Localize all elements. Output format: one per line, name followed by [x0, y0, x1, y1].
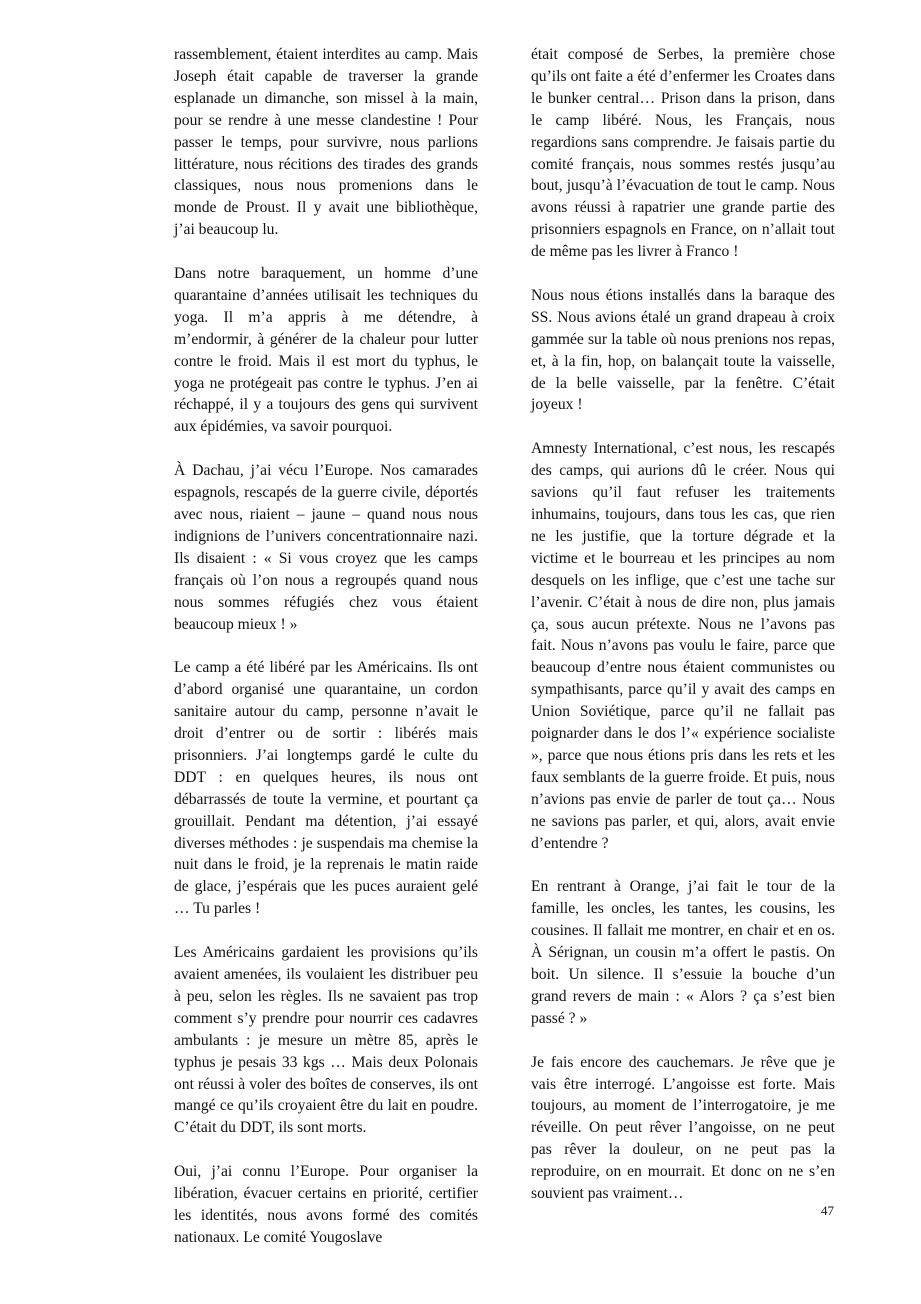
right-text-column	[531, 44, 835, 1227]
paragraph: Nous nous étions installés dans la baraque des SS. Nous avions étalé un grand drapeau à croix gammée sur la table où nous prenions nos repas, et, à la fin, hop, on balançait toute la vaisselle, de la belle vaisselle, par la fenêtre. C’était joyeux !	[531, 286, 835, 414]
paragraph: rassemblement, étaient interdites au camp. Mais Joseph était capable de traverser la grande esplanade un dimanche, son missel à la main, pour se rendre à une messe clandestine ! Pour passer le temps, pour survivre, nous parlions littérature, nous récitions des tirades des grands classiques, nous nous promenions dans le monde de Proust. Il y avait une bibliothèque, j’ai beaucoup lu.	[174, 46, 478, 239]
page-number: 47	[821, 1203, 834, 1218]
paragraph: Dans notre baraquement, un homme d’une quarantaine d’années utilisait les techniques du yoga. Il m’a appris à me détendre, à m’endormir, à générer de la chaleur pour lutter contre le froid. Mais il est mort du typhus, le yoga ne protégeait pas contre le typhus. J’en ai réchappé, il y a toujours des gens qui survivent aux épidémies, va savoir pourquoi.	[174, 265, 478, 436]
paragraph: Le camp a été libéré par les Américains. Ils ont d’abord organisé une quarantaine, un cordon sanitaire autour du camp, personne n’avait le droit d’entrer ou de sortir : libérés mais prisonniers. J’ai longtemps gardé le culte du DDT : en quelques heures, ils nous ont débarrassés de toute la vermine, et pourtant ça grouillait. Pendant ma détention, j’ai essayé diverses méthodes : je suspendais ma chemise la nuit dans le froid, je la reprenais le matin raide de glace, j’espérais que les puces auraient gelé … Tu parles !	[174, 659, 478, 918]
paragraph: Les Américains gardaient les provisions qu’ils avaient amenées, ils voulaient les distribuer peu à peu, selon les règles. Ils ne savaient pas trop comment s’y prendre pour nourrir ces cadavres ambulants : je mesure un mètre 85, après le typhus je pesais 33 kgs … Mais deux Polonais ont réussi à voler des boîtes de conserves, ils ont mangé ce qu’ils croyaient être du lait en poudre. C’était du DDT, ils sont morts.	[174, 944, 478, 1137]
paragraph: Je fais encore des cauchemars. Je rêve que je vais être interrogé. L’angoisse est forte. Mais toujours, au moment de l’interrogatoire, je me réveille. On peut rêver l’angoisse, on ne peut pas rêver la douleur, on ne peut pas la reproduire, on en mourrait. Et donc on ne s’en souvient pas vraiment…	[531, 1053, 835, 1203]
paragraph: Amnesty International, c’est nous, les rescapés des camps, qui aurions dû le créer. Nous qui savions qu’il faut refuser les traitements inhumains, toujours, dans tous les cas, que rien ne les justifie, que la torture dégrade et la victime et le bourreau et les principes au nom desquels on les inflige, que c’est une tache sur l’avenir. C’était à nous de dire non, plus jamais ça, sous aucun prétexte. Nous ne l’avons pas fait. Nous n’avons pas voulu le faire, parce que beaucoup d’entre nous étaient communistes ou sympathisants, parce qu’il y avait des camps en Union Soviétique, parce qu’il ne fallait pas poignarder dans le dos l’« expérience socialiste », parce que nous étions pris dans les rets et les faux semblants de la guerre froide. Et puis, nous n’avions pas envie de parler de tout ça… Nous ne savions pas parler, et qui, alors, avait envie d’entendre ?	[531, 440, 835, 852]
paragraph: était composé de Serbes, la première chose qu’ils ont faite a été d’enfermer les Croates dans le bunker central… Prison dans la prison, dans le camp libéré. Nous, les Français, nous regardions sans comprendre. Je faisais partie du comité français, nous sommes restés jusqu’au bout, jusqu’à l’évacuation de tout le camp. Nous avons réussi à rapatrier une grande partie des prisonniers espagnols en France, on n’allait tout de même pas les livrer à Franco !	[531, 46, 835, 261]
paragraph: À Dachau, j’ai vécu l’Europe. Nos camarades espagnols, rescapés de la guerre civile, déportés avec nous, riaient – jaune – quand nous nous indignions de l’univers concentrationnaire nazi. Ils disaient : « Si vous croyez que les camps français où l’on nous a regroupés quand nous nous sommes réfugiés chez vous étaient beaucoup mieux ! »	[174, 462, 478, 633]
paragraph: En rentrant à Orange, j’ai fait le tour de la famille, les oncles, les tantes, les cousins, les cousines. Il fallait me montrer, en chair et en os. À Sérignan, un cousin m’a offert le pastis. On boit. Un silence. Il s’essuie la bouche d’un grand revers de main : « Alors ? ça s’est bien passé ? »	[531, 878, 835, 1027]
left-text-column	[174, 44, 478, 1271]
paragraph: Oui, j’ai connu l’Europe. Pour organiser la libération, évacuer certains en priorité, certifier les identités, nous avons formé des comités nationaux. Le comité Yougoslave	[174, 1163, 478, 1246]
